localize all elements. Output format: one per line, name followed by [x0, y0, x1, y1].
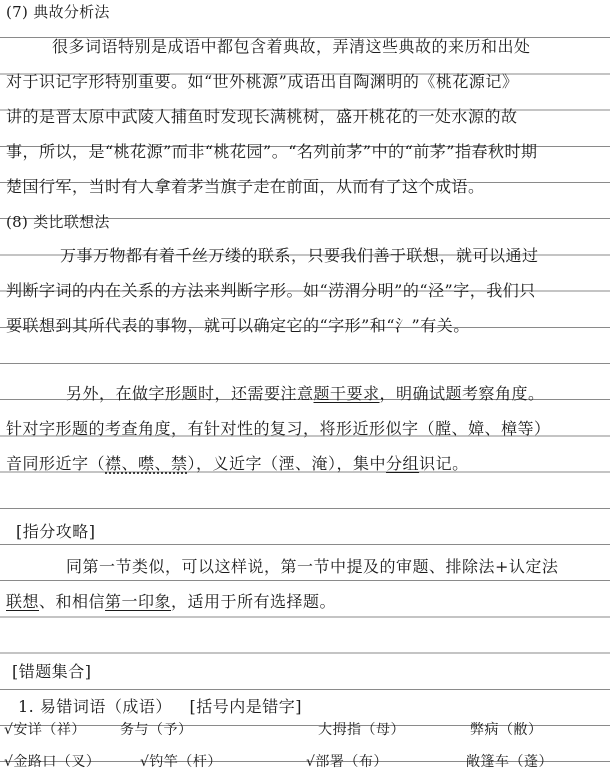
other-line-1-a: 另外，在做字形题时，还需要注意 — [66, 384, 314, 403]
error-word: 大拇指（母） — [318, 722, 405, 738]
error-word: 弊病（敝） — [470, 722, 543, 738]
other-line-2: 针对字形题的考查角度，有针对性的复习，将形近形似字（膛、嫜、樟等） — [6, 419, 551, 438]
error-word: √金路口（叉） — [4, 754, 101, 770]
other-line-1-c: ，明确试题考察角度。 — [379, 384, 545, 403]
other-line-3-e: 识记。 — [419, 454, 469, 473]
section-7-title: (7) 典故分析法 — [6, 3, 110, 21]
errors-subtitle-a: 1. 易错词语（成语） — [18, 697, 172, 716]
section-7-line-3: 讲的是晋太原中武陵人捕鱼时发现长满桃树，盛开桃花的一处水源的故 — [6, 107, 518, 126]
errors-title: [错题集合] — [12, 662, 92, 681]
section-8-title: (8) 类比联想法 — [6, 213, 110, 231]
error-word: 敞篷车（蓬） — [466, 754, 553, 770]
other-line-3-c: ），义近字（湮、淹），集中 — [187, 454, 387, 473]
tips-line-2-underlined-a: 联想 — [6, 592, 40, 611]
section-7-line-1: 很多词语特别是成语中都包含着典故，弄清这些典故的来历和出处 — [52, 37, 531, 56]
error-word: 务与（予） — [120, 722, 193, 738]
error-word: √钓竿（杆） — [140, 754, 222, 770]
tips-line-2-b: 、和相信 — [39, 592, 106, 611]
other-line-3 — [6, 454, 469, 474]
section-7-line-2: 对于识记字形特别重要。如“世外桃源”成语出自陶渊明的《桃花源记》 — [6, 72, 519, 91]
other-line-3-underlined: 分组 — [386, 454, 420, 473]
tips-line-1: 同第一节类似，可以这样说，第一节中提及的审题、排除法+认定法 — [66, 557, 559, 576]
tips-title: [指分攻略] — [16, 522, 96, 541]
section-8-line-1: 万事万物都有着千丝万缕的联系，只要我们善于联想，就可以通过 — [60, 246, 539, 265]
tips-line-2 — [6, 592, 336, 612]
errors-subtitle — [18, 697, 302, 717]
other-line-3-a: 音同形近字（ — [6, 454, 106, 473]
section-8-line-2: 判断字词的内在关系的方法来判断字形。如“涝渭分明”的“泾”字，我们只 — [6, 281, 536, 300]
section-7-line-5: 楚国行军，当时有人拿着茅当旗子走在前面，从而有了这个成语。 — [6, 177, 485, 196]
error-word: √安详（祥） — [4, 722, 86, 738]
section-8-line-3: 要联想到其所代表的事物，就可以确定它的“字形”和“氵”有关。 — [6, 316, 470, 335]
error-word: √部署（布） — [306, 754, 388, 770]
other-line-1 — [66, 384, 545, 404]
tips-line-2-underlined-c: 第一印象 — [105, 592, 172, 611]
other-line-1-underlined: 题干要求 — [313, 384, 380, 403]
other-line-3-dotted: 襟、噤、禁 — [105, 454, 188, 473]
section-7-line-4: 事，所以，是“桃花源”而非“桃花园”。“名列前茅”中的“前茅”指春秋时期 — [6, 142, 538, 161]
tips-line-2-d: ，适用于所有选择题。 — [171, 592, 337, 611]
errors-subtitle-b: [括号内是错字] — [189, 697, 302, 716]
